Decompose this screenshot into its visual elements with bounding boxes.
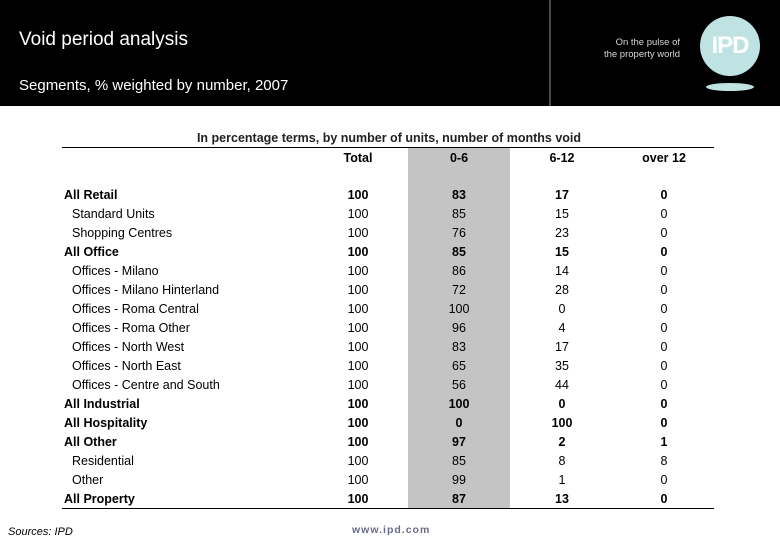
cell-total: 100 bbox=[347, 416, 369, 430]
row-label: All Property bbox=[64, 492, 135, 506]
cell-6-12: 100 bbox=[551, 416, 573, 430]
cell-6-12: 2 bbox=[558, 435, 566, 449]
table-row bbox=[62, 490, 714, 509]
tagline bbox=[560, 37, 680, 61]
table-row bbox=[62, 186, 714, 205]
table-row bbox=[62, 376, 714, 395]
table-row bbox=[62, 319, 714, 338]
column-header-over-12: over 12 bbox=[642, 151, 686, 165]
table-row bbox=[62, 243, 714, 262]
cell-0-6: 85 bbox=[452, 207, 466, 221]
footer-url: www.ipd.com bbox=[352, 524, 431, 536]
table-row bbox=[62, 357, 714, 376]
cell-over-12: 0 bbox=[660, 416, 668, 430]
cell-6-12: 0 bbox=[558, 302, 566, 316]
cell-total: 100 bbox=[347, 435, 369, 449]
tagline-line-2: the property world bbox=[603, 49, 680, 60]
cell-over-12: 0 bbox=[660, 283, 668, 297]
cell-total: 100 bbox=[347, 492, 369, 506]
cell-6-12: 35 bbox=[555, 359, 569, 373]
row-label: Offices - Centre and South bbox=[72, 378, 220, 392]
row-label: All Hospitality bbox=[64, 416, 148, 430]
row-label: Offices - Milano Hinterland bbox=[72, 283, 220, 297]
cell-0-6: 65 bbox=[452, 359, 466, 373]
cell-6-12: 0 bbox=[558, 397, 566, 411]
cell-0-6: 85 bbox=[452, 245, 466, 259]
cell-over-12: 0 bbox=[660, 397, 668, 411]
cell-total: 100 bbox=[347, 473, 369, 487]
table-row bbox=[62, 452, 714, 471]
table-row bbox=[62, 300, 714, 319]
cell-6-12: 17 bbox=[555, 340, 569, 354]
row-label: Offices - Milano bbox=[72, 264, 159, 278]
page-subtitle: Segments, % weighted by number, 2007 bbox=[19, 77, 289, 94]
cell-0-6: 99 bbox=[452, 473, 466, 487]
table-row bbox=[62, 224, 714, 243]
sources-note: Sources: IPD bbox=[8, 526, 73, 538]
cell-0-6: 83 bbox=[452, 188, 466, 202]
table-top-rule bbox=[62, 147, 714, 148]
table-row bbox=[62, 395, 714, 414]
ipd-logo bbox=[700, 16, 760, 76]
cell-0-6: 76 bbox=[452, 226, 466, 240]
row-label: All Office bbox=[64, 245, 119, 259]
cell-over-12: 0 bbox=[660, 245, 668, 259]
cell-total: 100 bbox=[347, 264, 369, 278]
cell-over-12: 0 bbox=[660, 378, 668, 392]
cell-total: 100 bbox=[347, 397, 369, 411]
row-label: Other bbox=[72, 473, 104, 487]
cell-6-12: 44 bbox=[555, 378, 569, 392]
table-row bbox=[62, 262, 714, 281]
cell-0-6: 97 bbox=[452, 435, 466, 449]
table-body bbox=[62, 186, 714, 509]
cell-6-12: 1 bbox=[558, 473, 566, 487]
cell-total: 100 bbox=[347, 226, 369, 240]
cell-total: 100 bbox=[347, 321, 369, 335]
cell-over-12: 0 bbox=[660, 302, 668, 316]
cell-0-6: 87 bbox=[452, 492, 466, 506]
header-divider bbox=[549, 0, 551, 106]
cell-over-12: 0 bbox=[660, 340, 668, 354]
cell-6-12: 14 bbox=[555, 264, 569, 278]
column-header-total: Total bbox=[343, 151, 373, 165]
cell-over-12: 0 bbox=[660, 264, 668, 278]
table-row bbox=[62, 433, 714, 452]
table-row bbox=[62, 338, 714, 357]
cell-total: 100 bbox=[347, 245, 369, 259]
cell-over-12: 0 bbox=[660, 188, 668, 202]
row-label: All Retail bbox=[64, 188, 118, 202]
cell-over-12: 0 bbox=[660, 207, 668, 221]
cell-total: 100 bbox=[347, 378, 369, 392]
page-title: Void period analysis bbox=[19, 29, 188, 50]
cell-over-12: 8 bbox=[660, 454, 668, 468]
cell-0-6: 100 bbox=[448, 302, 470, 316]
cell-0-6: 100 bbox=[448, 397, 470, 411]
tagline-line-1: On the pulse of bbox=[615, 37, 680, 48]
row-label: All Industrial bbox=[64, 397, 140, 411]
cell-6-12: 15 bbox=[555, 207, 569, 221]
cell-6-12: 28 bbox=[555, 283, 569, 297]
cell-total: 100 bbox=[347, 340, 369, 354]
row-label: Residential bbox=[72, 454, 134, 468]
cell-over-12: 1 bbox=[660, 435, 668, 449]
row-label: Standard Units bbox=[72, 207, 155, 221]
cell-0-6: 85 bbox=[452, 454, 466, 468]
table-caption: In percentage terms, by number of units, number of months void bbox=[196, 131, 582, 145]
row-label: All Other bbox=[64, 435, 117, 449]
logo-underline bbox=[706, 83, 754, 91]
table-row bbox=[62, 414, 714, 433]
table-row bbox=[62, 471, 714, 490]
row-label: Offices - North West bbox=[72, 340, 185, 354]
cell-6-12: 8 bbox=[558, 454, 566, 468]
cell-0-6: 56 bbox=[452, 378, 466, 392]
cell-total: 100 bbox=[347, 188, 369, 202]
cell-6-12: 17 bbox=[555, 188, 569, 202]
cell-total: 100 bbox=[347, 207, 369, 221]
cell-0-6: 96 bbox=[452, 321, 466, 335]
logo-text: IPD bbox=[711, 32, 749, 59]
cell-0-6: 83 bbox=[452, 340, 466, 354]
table-row bbox=[62, 205, 714, 224]
cell-6-12: 23 bbox=[555, 226, 569, 240]
header-bar bbox=[0, 0, 780, 106]
cell-total: 100 bbox=[347, 283, 369, 297]
cell-6-12: 13 bbox=[555, 492, 569, 506]
row-label: Offices - Roma Other bbox=[72, 321, 190, 335]
cell-over-12: 0 bbox=[660, 226, 668, 240]
cell-over-12: 0 bbox=[660, 492, 668, 506]
row-label: Shopping Centres bbox=[72, 226, 173, 240]
cell-total: 100 bbox=[347, 302, 369, 316]
row-label: Offices - North East bbox=[72, 359, 181, 373]
column-header-6-12: 6-12 bbox=[549, 151, 575, 165]
column-header-0-6: 0-6 bbox=[449, 151, 469, 165]
table-row bbox=[62, 281, 714, 300]
cell-over-12: 0 bbox=[660, 473, 668, 487]
cell-total: 100 bbox=[347, 359, 369, 373]
cell-0-6: 86 bbox=[452, 264, 466, 278]
cell-6-12: 15 bbox=[555, 245, 569, 259]
cell-over-12: 0 bbox=[660, 359, 668, 373]
row-label: Offices - Roma Central bbox=[72, 302, 199, 316]
cell-total: 100 bbox=[347, 454, 369, 468]
cell-0-6: 0 bbox=[455, 416, 463, 430]
cell-over-12: 0 bbox=[660, 321, 668, 335]
cell-6-12: 4 bbox=[558, 321, 566, 335]
cell-0-6: 72 bbox=[452, 283, 466, 297]
